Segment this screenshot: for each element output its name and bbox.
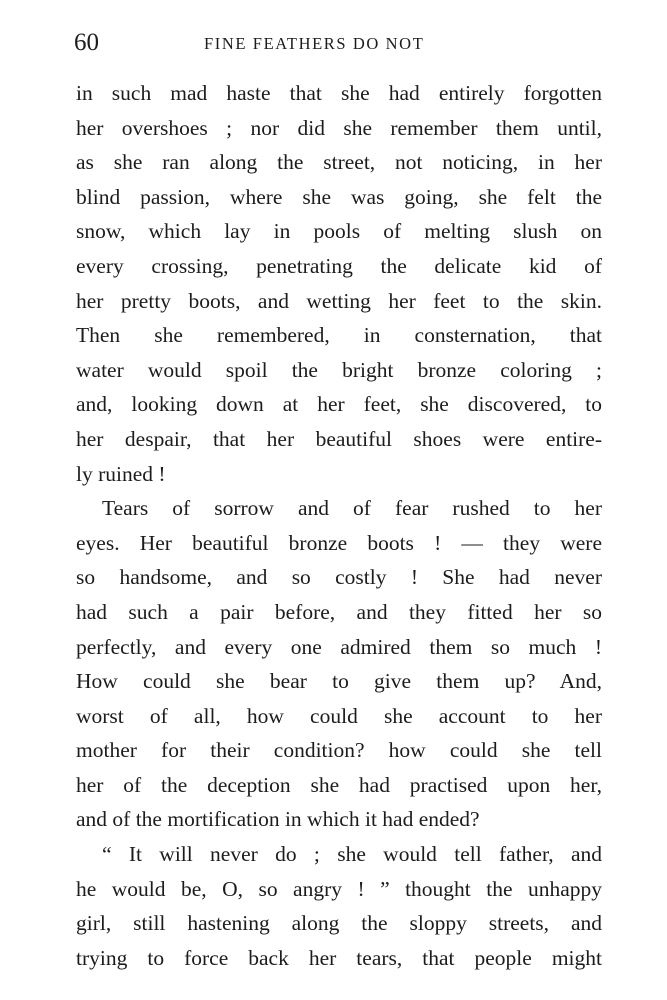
text-line: ly ruined ! [76,461,166,486]
page-header [74,28,604,58]
text-line: Then she remembered, in consternation, that [76,323,602,348]
text-line: so handsome, and so costly ! She had never [76,565,602,590]
text-line: her of the deception she had practised upon her, [76,772,602,797]
text-line: every crossing, penetrating the delicate kid of [76,253,602,278]
text-line: trying to force back her tears, that people might [76,945,602,970]
text-line: snow, which lay in pools of melting slush on [76,219,602,244]
text-line: he would be, O, so angry ! ” thought the unhappy [76,876,602,901]
text-line: blind passion, where she was going, she felt the [76,184,602,209]
text-line: perfectly, and every one admired them so much ! [76,634,602,659]
text-line: in such mad haste that she had entirely forgotten [76,81,602,105]
text-line: eyes. Her beautiful bronze boots ! — they were [76,530,602,555]
body-text [76,76,602,975]
text-line: her pretty boots, and wetting her feet to the skin. [76,288,602,313]
text-line: had such a pair before, and they fitted her so [76,599,602,624]
text-line: and, looking down at her feet, she discovered, to [76,392,602,417]
text-line: her overshoes ; nor did she remember them until, [76,115,602,140]
text-line: “ It will never do ; she would tell father, and [102,842,602,867]
page-number: 60 [74,29,99,56]
text-line: her despair, that her beautiful shoes were entire- [76,426,602,451]
text-line: How could she bear to give them up? And, [76,669,602,694]
text-line: worst of all, how could she account to her [76,703,602,728]
running-title: FINE FEATHERS DO NOT [204,34,425,53]
text-line: mother for their condition? how could she tell [76,738,602,763]
text-line: girl, still hastening along the sloppy streets, and [76,911,602,936]
text-line: as she ran along the street, not noticing, in her [76,150,602,175]
text-line: Tears of sorrow and of fear rushed to her [102,496,602,521]
text-line: and of the mortification in which it had ended? [76,807,480,832]
text-line: water would spoil the bright bronze coloring ; [76,357,602,382]
